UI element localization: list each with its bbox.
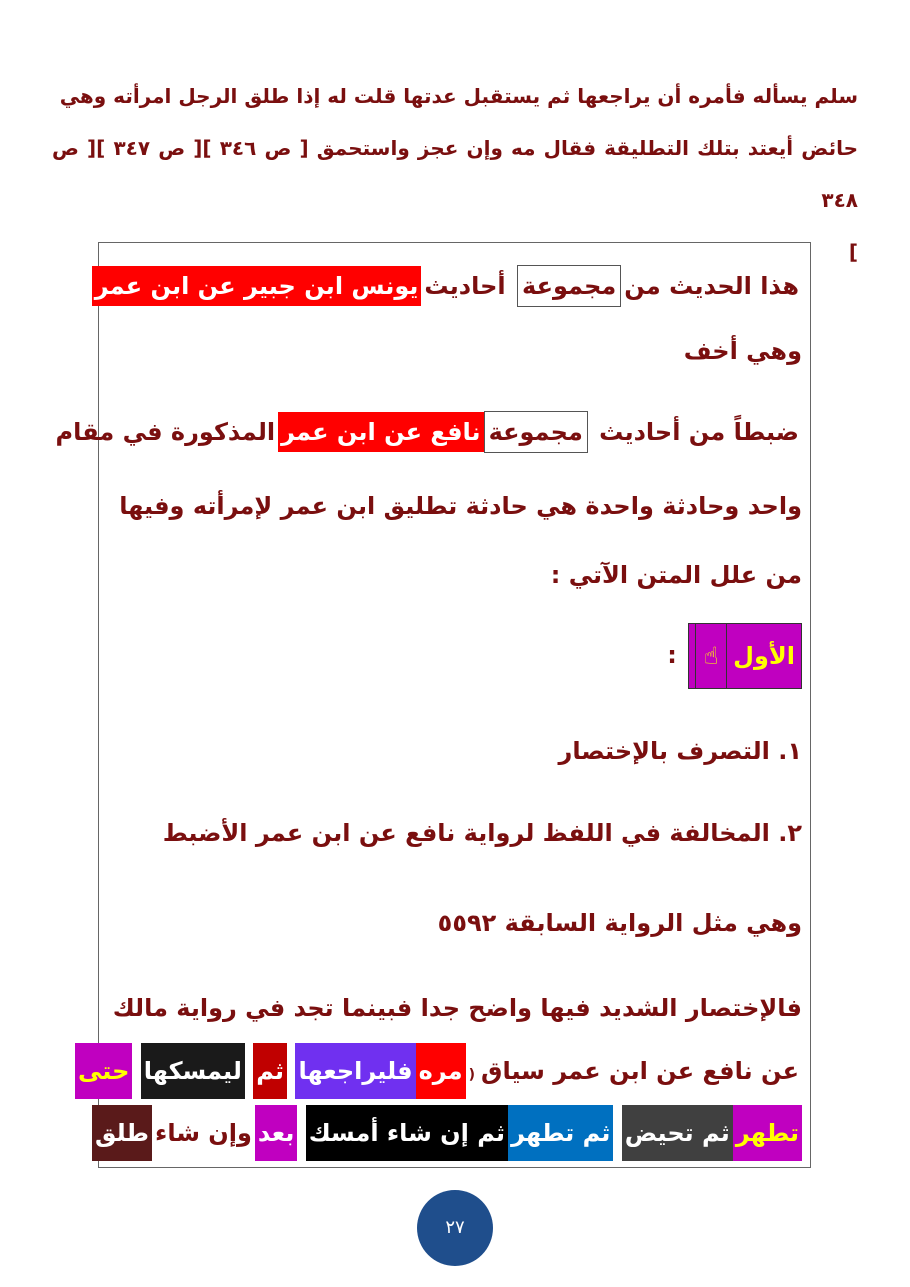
brown-highlight: طلق	[92, 1105, 152, 1161]
box-line-4: واحد وحادثة واحدة هي حادثة تطليق ابن عمر لإمرأته وفيها	[119, 492, 802, 520]
first-label: الأول	[727, 624, 801, 688]
gray-highlight: ثم تحيض	[622, 1105, 733, 1161]
box-line-5: من علل المتن الآتي :	[550, 561, 802, 589]
text-segment: أحاديث	[424, 272, 506, 300]
text-segment: وإن شاء	[155, 1119, 252, 1147]
box-line-11	[92, 1105, 802, 1161]
box-line-3	[52, 411, 802, 451]
blue-highlight: ثم تطهر	[508, 1105, 613, 1161]
crimson-highlight: ثم	[253, 1043, 287, 1099]
red-highlight: يونس ابن جبير عن ابن عمر	[92, 266, 422, 306]
text-segment: هذا الحديث من	[624, 272, 799, 300]
box-line-9: فالإختصار الشديد فيها واضح جدا فبينما تجد في رواية مالك	[112, 994, 802, 1022]
magenta-highlight: حتى	[75, 1043, 132, 1099]
box-line-2: وهي أخف	[683, 337, 802, 365]
header-line-1: سلم يسأله فأمره أن يراجعها ثم يستقبل عدتها قلت له إذا طلق الرجل امرأته وهي	[59, 84, 858, 108]
text-segment: عن نافع عن ابن عمر سياق	[480, 1057, 799, 1085]
list-item-1: ١. التصرف بالإختصار	[558, 737, 802, 765]
header-line-3: ]	[848, 240, 858, 264]
magenta-highlight: تطهر	[733, 1105, 802, 1161]
page-number-badge: ٢٧	[417, 1190, 493, 1266]
red-highlight: مره	[416, 1043, 466, 1099]
first-heading-box	[688, 623, 802, 689]
header-line-2: حائض أيعتد بتلك التطليقة فقال مه وإن عجز واستحمق [ ص ٣٤٦ ][ ص ٣٤٧ ][ ص ٣٤٨	[52, 136, 858, 212]
box-line-1	[92, 265, 802, 305]
pointing-hand-icon: ☝	[695, 624, 727, 688]
first-heading-line	[664, 621, 802, 689]
red-highlight: نافع عن ابن عمر	[278, 412, 483, 452]
black-highlight: ليمسكها	[141, 1043, 245, 1099]
box-line-10	[75, 1043, 802, 1099]
text-segment: ضبطاً من أحاديث	[599, 418, 799, 446]
colon: :	[667, 641, 677, 669]
box-line-8: وهي مثل الرواية السابقة ٥٥٩٢	[437, 909, 802, 937]
black-highlight: ثم إن شاء أمسك	[306, 1105, 508, 1161]
magenta-highlight: بعد	[255, 1105, 297, 1161]
paren: (	[468, 1067, 475, 1083]
boxed-word: مجموعة	[484, 411, 588, 453]
text-segment: المذكورة في مقام	[55, 418, 276, 446]
content-box	[55, 242, 811, 1168]
list-item-2: ٢. المخالفة في اللفظ لرواية نافع عن ابن عمر الأضبط	[162, 819, 802, 847]
purple-highlight: فليراجعها	[295, 1043, 415, 1099]
boxed-word: مجموعة	[517, 265, 621, 307]
